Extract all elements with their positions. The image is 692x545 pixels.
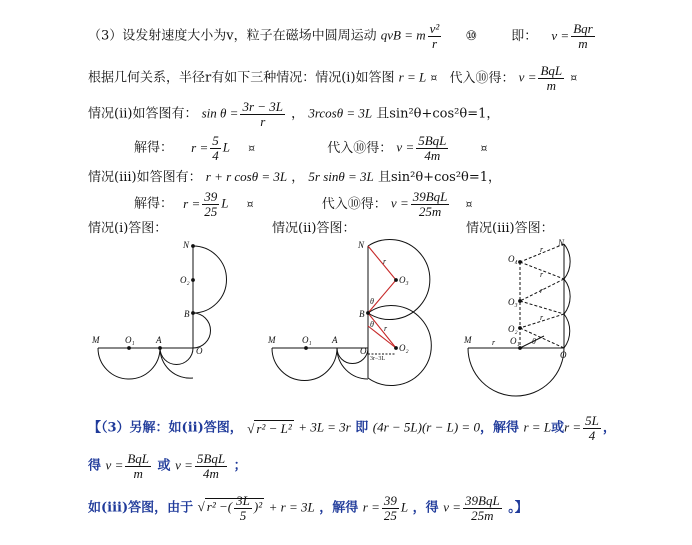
text: 解得： [134, 196, 174, 212]
semicircle-middle [193, 313, 211, 348]
label-m: M [268, 335, 276, 345]
label-bracket: 3r−3L [370, 356, 386, 362]
label-o1: O₁ [510, 336, 520, 346]
label-o: O [560, 350, 567, 360]
label-o1: O₁ [302, 335, 312, 345]
point-b [192, 312, 195, 315]
label-o: O [196, 346, 203, 356]
mark: ¤ [480, 141, 488, 155]
mark: ¤ [430, 71, 438, 85]
label-o1: O₁ [125, 335, 135, 345]
line-6: 解得： r = $\frac{39}{25}$ L ¤ 代入⑩得： v = $\frac{\text{39BqL}}{25m}$ ¤ [134, 189, 473, 219]
point-o1 [305, 347, 308, 350]
formula: r = [183, 195, 201, 211]
radius-n-o3 [368, 246, 396, 280]
sqrt-expression: √ r² −( $\frac{3L}{5}$ )² [197, 493, 263, 523]
label-theta1: θ [370, 297, 374, 306]
arc-lower [160, 348, 193, 378]
fraction: $\frac{\text{BqL}}{m}$ [127, 451, 150, 481]
semicircle-right [160, 348, 193, 365]
fraction: $\frac{\text{5BqL}}{4m}$ [196, 451, 226, 481]
label-m: M [92, 335, 100, 345]
fraction: $\frac{39}{25}$ [204, 189, 218, 219]
alt-line-2: 得 v = $\frac{\text{BqL}}{m}$ 或 v = $\frac{\text{5BqL}}{4m}$ ； [88, 451, 247, 481]
formula: v = [390, 195, 409, 211]
mark: ¤ [246, 197, 254, 211]
point-o3 [519, 300, 522, 303]
point-o1 [519, 347, 522, 350]
fraction: $\frac{5}{4}$ [212, 133, 219, 163]
label-theta2: θ [370, 320, 374, 329]
fraction: $\frac{39}{25}$ [383, 493, 397, 523]
alt-line-1: 【（3）另解：如(ii)答图， √ r² − L² + 3L = 3r 即 (4r − 5L)(r − L) = 0，解得 r = L或r = $\frac{5L}{4}$ ， [88, 413, 616, 443]
caption-fig-i: 情况(i)答图： [88, 221, 168, 236]
sqrt-expression: √ r² − L² [247, 420, 292, 436]
formula: r + r cosθ = 3L [205, 169, 288, 184]
label-o3: O₃ [508, 297, 518, 307]
fraction: $\frac{\text{BqL}}{m}$ [540, 63, 563, 93]
text: 代入⑩得： [449, 70, 515, 86]
formula: v = [551, 27, 570, 43]
formula: 5r sinθ = 3L [308, 169, 374, 184]
arc-3 [564, 314, 570, 348]
label-a: A [332, 335, 338, 345]
label-n: N [558, 238, 565, 248]
point-b [367, 312, 370, 315]
text: 代入⑩得： [327, 140, 393, 156]
fraction: $\frac{3L}{5}$ [236, 493, 250, 523]
alt-line-3: 如(iii)答图，由于 √ r² −( $\frac{3L}{5}$ )² + r = 3L ，解得 r = $\frac{39}{25}$ L ，得 v = $\frac{\text{39BqL}}{25m}$ 。】 [88, 493, 528, 523]
line-3 [88, 100, 499, 128]
formula: 3rcosθ = 3L [308, 105, 373, 121]
label-o3: O₃ [399, 275, 409, 285]
label-m: M [464, 335, 472, 345]
label-r1: r [540, 245, 544, 254]
label-o: O [360, 346, 367, 356]
label-r5: r [492, 338, 496, 347]
text: 根据几何关系，半径r有如下三种情况：情况(i)如答图 [88, 70, 395, 86]
line-1 [88, 22, 597, 50]
point-o1 [128, 347, 131, 350]
fraction: $\frac{\text{39BqL}}{25m}$ [465, 493, 500, 523]
formula: sin θ = [201, 105, 239, 121]
text: 解得： [134, 140, 174, 156]
label-r3: r [540, 286, 544, 295]
text: 即： [511, 28, 538, 44]
point-o2 [519, 327, 522, 330]
label-o2: O₂ [508, 324, 518, 334]
label-o2: O₂ [180, 275, 190, 285]
caption-fig-ii: 情况(ii)答图： [272, 221, 356, 236]
label-r2: r [384, 324, 388, 333]
line-5 [88, 170, 501, 184]
point-a [159, 347, 162, 350]
arc-1 [564, 244, 570, 279]
fraction: $\frac{5L}{4}$ [585, 413, 599, 443]
figure-iii [460, 238, 610, 403]
text: 且sin²θ+cos²θ=1， [377, 170, 502, 185]
formula: v = [518, 69, 537, 85]
mark: ¤ [248, 141, 256, 155]
text: 代入⑩得： [321, 196, 387, 212]
label-r1: r [383, 257, 387, 266]
arc-2 [564, 279, 570, 314]
point-o2 [192, 279, 195, 282]
semicircle-lower [468, 348, 564, 396]
label-o4: O₄ [508, 254, 518, 264]
semicircle-upper [193, 246, 227, 313]
formula: r = L [398, 69, 427, 85]
label-theta: θ [532, 337, 536, 346]
text: （3）设发射速度大小为v，粒子在磁场中圆周运动 [88, 28, 377, 44]
figure-ii [266, 238, 446, 403]
point-o4 [519, 261, 522, 264]
label-r4: r [540, 313, 544, 322]
label-b: B [184, 309, 190, 319]
radius-o2-inner [368, 326, 396, 348]
label-a: A [156, 335, 162, 345]
point-o3 [395, 279, 398, 282]
fraction: $\frac{\text{Bqr}}{m}$ [573, 21, 593, 51]
text: ， [291, 170, 305, 185]
fraction: $\frac{\text{v²}}{r}$ [429, 21, 440, 51]
fraction: $\frac{3r - 3L}{r}$ [242, 99, 284, 129]
equation-tag: ⑩ [465, 28, 478, 44]
formula: v = [396, 139, 415, 155]
line-4: 解得： r = $\frac{5}{4}$ L ¤ 代入⑩得： v = $\frac{\text{5BqL}}{4m}$ ¤ [134, 133, 488, 163]
text: ， [291, 106, 305, 122]
formula: r = [191, 139, 209, 155]
caption-fig-iii: 情况(iii)答图： [466, 221, 554, 236]
radius-b-o2 [368, 313, 396, 348]
label-n: N [183, 240, 190, 250]
semicircle-left [272, 348, 337, 381]
line-2 [88, 64, 577, 92]
semicircle-left [98, 348, 160, 379]
text: 情况(iii)如答图有： [88, 170, 202, 185]
mark: ¤ [570, 71, 578, 85]
label-r2: r [540, 270, 544, 279]
point-n [192, 245, 195, 248]
figure-i [88, 238, 238, 398]
label-o2: O₂ [399, 343, 409, 353]
text: 情况(ii)如答图有： [88, 106, 198, 122]
text: 且sin²θ+cos²θ=1， [376, 106, 500, 122]
formula: qvB = m [380, 27, 426, 43]
mark: ¤ [465, 197, 473, 211]
fraction: $\frac{\text{5BqL}}{4m}$ [418, 133, 447, 163]
point-o2 [395, 347, 398, 350]
label-n: N [358, 240, 365, 250]
fraction: $\frac{\text{39BqL}}{25m}$ [412, 189, 448, 219]
label-b: B [359, 309, 365, 319]
